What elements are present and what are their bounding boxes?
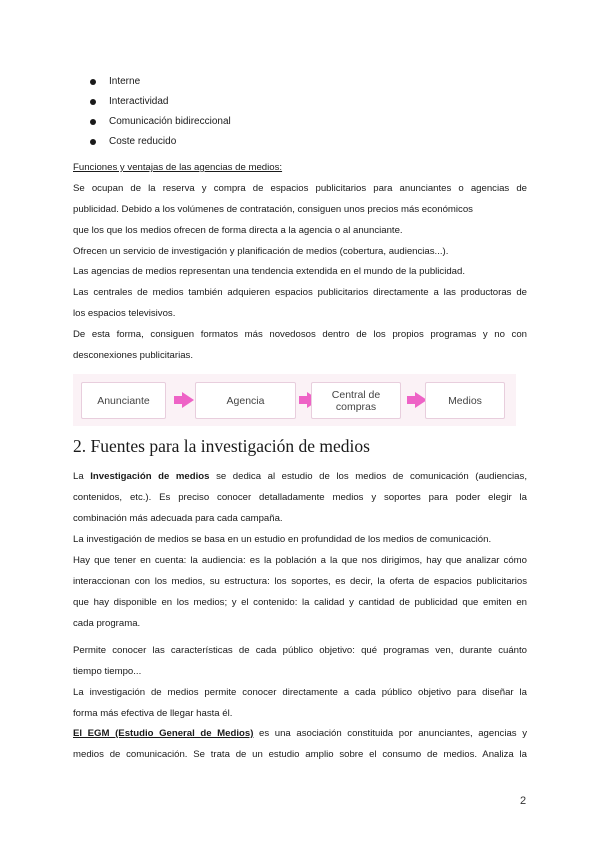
flow-step-anunciante: Anunciante [81, 382, 166, 419]
bullet-dot-icon [90, 139, 96, 145]
paragraph-line: combinación más adecuada para cada campaña. [73, 512, 283, 524]
paragraph-line: que los que los medios ofrecen de forma directa a la agencia o al anunciante. [73, 224, 403, 236]
bullet-item: Coste reducido [90, 132, 231, 152]
paragraph-line: Permite conocer las características de cada público objetivo: qué programas ven, durante cuánto [73, 645, 527, 656]
flow-step-agencia: Agencia [195, 382, 296, 419]
bullet-dot-icon [90, 99, 96, 105]
paragraph-line: Las agencias de medios representan una tendencia extendida en el mundo de la publicidad. [73, 266, 466, 278]
flow-step-central-de-compras: Central de compras [311, 382, 401, 419]
media-flow-diagram [73, 374, 516, 426]
paragraph-line: los espacios televisivos. [73, 308, 176, 320]
section1-subtitle: Funciones y ventajas de las agencias de medios: [73, 162, 283, 173]
bullet-item: Interne [90, 72, 231, 92]
flow-step-medios: Medios [425, 382, 505, 419]
paragraph-line: La investigación de medios permite conocer directamente a cada público objetivo para diseñar la [73, 686, 527, 698]
paragraph-line: publicidad. Debido a los volúmenes de contratación, consiguen unos precios más económicos [73, 203, 473, 215]
section2-paragraph-2 [73, 530, 527, 634]
paragraph-line: Las centrales de medios también adquieren espacios publicitarios directamente a las productoras de [73, 287, 527, 299]
section1-text [73, 158, 527, 367]
paragraph-line: De esta forma, consiguen formatos más novedosos dentro de los propios programas y no con [73, 329, 527, 341]
section2-paragraph-egm [73, 724, 527, 766]
section2-paragraph-3 [73, 641, 527, 725]
feature-bullet-list [90, 72, 231, 152]
section2-heading: 2. Fuentes para la investigación de medios [73, 436, 370, 456]
egm-link[interactable]: El EGM (Estudio General de Medios) [73, 728, 254, 739]
paragraph-line: Se ocupan de la reserva y compra de espacios publicitarios para anunciantes o agencias de [73, 182, 527, 194]
paragraph-line: Hay que tener en cuenta: la audiencia: es la población a la que nos dirigimos, hay que analizar cómo [73, 554, 527, 566]
paragraph-line: Ofrecen un servicio de investigación y planificación de medios (cobertura, audiencias...). [73, 245, 449, 257]
paragraph-line: cada programa. [73, 617, 141, 629]
arrow-right-icon [182, 392, 194, 408]
paragraph-line: contenidos, etc.). Es preciso conocer detalladamente medios y soportes para poder elegir la [73, 491, 527, 503]
bullet-dot-icon [90, 119, 96, 125]
paragraph-line: forma más efectiva de llegar hasta él. [73, 707, 233, 719]
paragraph-line: interaccionan con los medios, su estructura: los soportes, es decir, la oferta de espacios publicitarios [73, 575, 527, 587]
paragraph-line: desconexiones publicitarias. [73, 350, 193, 362]
bold-term: Investigación de medios [90, 471, 210, 482]
paragraph-line: que hay disponible en los medios; y el contenido: la calidad y cantidad de publicidad que emiten en [73, 596, 527, 608]
bullet-dot-icon [90, 79, 96, 85]
page-number: 2 [520, 795, 527, 807]
bullet-item: Comunicación bidireccional [90, 112, 231, 132]
paragraph-line: La investigación de medios se basa en un estudio en profundidad de los medios de comunicación. [73, 534, 492, 545]
paragraph-line: La Investigación de medios se dedica al estudio de los medios de comunicación (audiencias, [73, 471, 527, 482]
paragraph-line: medios de comunicación. Se trata de un estudio amplio sobre el consumo de medios. Analiza la [73, 748, 527, 760]
paragraph-line: tiempo tiempo... [73, 665, 142, 677]
paragraph-line: El EGM (Estudio General de Medios) es una asociación constituida por anunciantes, agencias y [73, 728, 527, 739]
bullet-item: Interactividad [90, 92, 231, 112]
section2-paragraph-1 [73, 467, 527, 530]
